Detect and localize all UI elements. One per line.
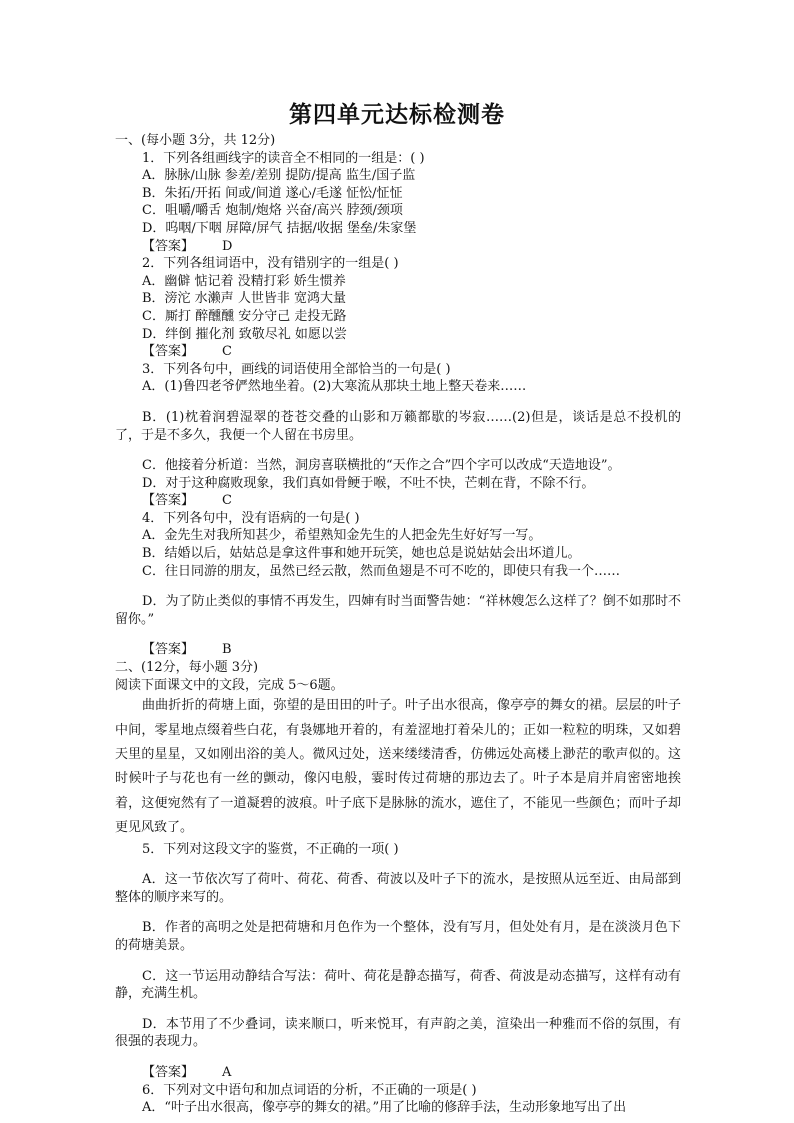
question-stem: 4．下列各句中，没有语病的一句是( ) [142, 510, 360, 526]
question-6 [115, 1082, 681, 1117]
option-a: A．幽僻 惦记着 没精打彩 娇生惯养 [142, 273, 346, 289]
option-d: D．绊倒 摧化剂 致敬尽礼 如愿以尝 [142, 326, 347, 342]
option-c: C．他接着分析道：当然，洞房喜联横批的“天作之合”四个字可以改成“天造地设”。 [142, 458, 621, 474]
option-a: A．这一节依次写了荷叶、荷花、荷香、荷波以及叶子下的流水，是按照从远至近、由局部到整体的顺序来写的。 [115, 872, 681, 905]
answer-value: B [222, 642, 232, 658]
answer-label: 【答案】 [142, 238, 195, 254]
option-b: B．作者的高明之处是把荷塘和月色作为一个整体，没有写月，但处处有月，是在淡淡月色下的荷塘美景。 [115, 920, 681, 954]
answer-value: A [222, 1065, 232, 1080]
question-stem: 3．下列各句中，画线的词语使用全部恰当的一句是( ) [142, 361, 451, 377]
option-b: B．滂沱 水濑声 人世皆非 宽鸿大量 [142, 291, 346, 307]
question-stem: 5．下列对这段文字的鉴赏，不正确的一项( ) [142, 841, 399, 857]
answer-label: 【答案】 [142, 344, 195, 360]
document-body [115, 132, 681, 1117]
answer-line [115, 343, 681, 361]
question-4 [115, 510, 681, 659]
question-stem: 1．下列各组画线字的读音全不相同的一组是：( ) [142, 150, 425, 166]
answer-label: 【答案】 [142, 642, 195, 658]
question-stem: 2．下列各组词语中，没有错别字的一组是( ) [142, 256, 399, 272]
answer-line [115, 238, 681, 256]
option-b: B．朱拓/开拓 间或/间道 遂心/毛遂 怔忪/怔怔 [142, 185, 403, 201]
answer-value: C [222, 344, 232, 360]
answer-value: C [222, 493, 232, 509]
option-b: B．结婚以后，姑姑总是拿这件事和她开玩笑，她也总是说姑姑会出坏道儿。 [142, 546, 581, 562]
option-a: A．脉脉/山脉 参差/差别 提防/提高 监生/国子监 [142, 168, 416, 184]
answer-line [115, 641, 681, 659]
option-a: A．金先生对我所知甚少，希望熟知金先生的人把金先生好好写一写。 [142, 528, 542, 544]
question-3 [115, 361, 681, 510]
option-a: A．(1)鲁四老爷俨然地坐着。(2)大寒流从那块土地上整天卷来…… [142, 379, 527, 395]
option-c: C．往日同游的朋友，虽然已经云散，然而鱼翅是不可不吃的，即使只有我一个…… [142, 563, 620, 579]
answer-label: 【答案】 [142, 493, 195, 509]
option-b: B．(1)枕着润碧湿翠的苍苍交叠的山影和万籁都歇的岑寂……(2)但是，谈话是总不投机的了，于是不多久，我便一个人留在书房里。 [115, 409, 681, 443]
answer-value: D [222, 238, 233, 254]
option-d: D．对于这种腐败现象，我们真如骨鲠于喉，不吐不快，芒刺在背，不除不行。 [142, 475, 595, 491]
question-5 [115, 841, 681, 1082]
option-c: C．咀嚼/嚼舌 炮制/炮烙 兴奋/高兴 脖颈/颈项 [142, 203, 403, 219]
option-a: A．“叶子出水很高，像亭亭的舞女的裙。”用了比喻的修辞手法，生动形象地写出了出 [142, 1100, 627, 1116]
answer-line [115, 1064, 681, 1082]
option-d: D．呜咽/下咽 屏障/屏气 拮据/收据 堡垒/朱家堡 [142, 220, 417, 236]
option-c: C．这一节运用动静结合写法：荷叶、荷花是静态描写，荷香、荷波是动态描写，这样有动有静，充满生机。 [115, 968, 681, 1002]
option-d: D．为了防止类似的事情不再发生，四婶有时当面警告她：“祥林嫂怎么这样了？倒不如那时不留你。” [115, 594, 681, 627]
option-d: D．本节用了不少叠词，读来顺口，听来悦耳，有声韵之美，渲染出一种雅而不俗的氛围，有很强的表现力。 [115, 1016, 681, 1050]
reading-passage: 曲曲折折的荷塘上面，弥望的是田田的叶子。叶子出水很高，像亭亭的舞女的裙。层层的叶子中间，零星地点缀着些白花，有袅娜地开着的，有羞涩地打着朵儿的；正如一粒粒的明珠，又如碧天里的星星，又如刚出浴的美人。微风过处，送来缕缕清香，仿佛远处高楼上渺茫的歌声似的。这时候叶子与花也有一丝的颤动，像闪电般，霎时传过荷塘的那边去了。叶子本是肩并肩密密地挨着，这便宛然有了一道凝碧的波痕。叶子底下是脉脉的流水，遮住了，不能见一些颜色；而叶子却更见风致了。 [115, 698, 681, 836]
page-title: 第四单元达标检测卷 [289, 101, 505, 128]
question-stem: 6．下列对文中语句和加点词语的分析，不正确的一项是( ) [142, 1082, 477, 1098]
section-heading: 一、(每小题 3分，共 12分) [115, 133, 276, 148]
section-heading: 二、(12分，每小题 3分) [115, 660, 259, 676]
reading-intro: 阅读下面课文中的文段，完成 5～6题。 [115, 677, 344, 693]
answer-label: 【答案】 [142, 1065, 195, 1080]
answer-line [115, 492, 681, 510]
option-c: C．厮打 醉醺醺 安分守己 走投无路 [142, 308, 347, 324]
question-1 [115, 150, 681, 256]
question-2 [115, 255, 681, 361]
